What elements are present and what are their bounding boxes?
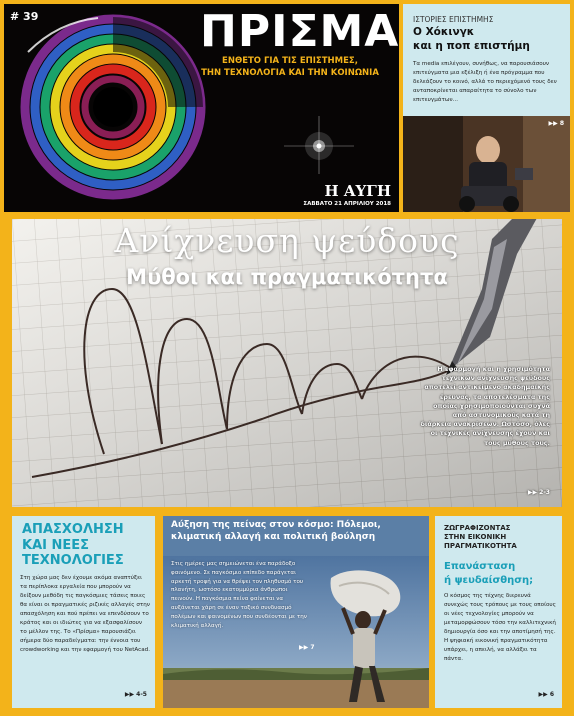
employment-page-ref[interactable]: ▶▶ 4-5 [124,691,147,698]
hunger-story[interactable] [163,516,429,708]
vr-title-line1: Επανάσταση [444,561,516,572]
employment-text: Στη χώρα μας δεν έχουμε ακόμα αναπτύξει τα περίπλοκα εργαλεία που μπορούν να δείξουν μεθόδη τις παγκόσμιες τάσεις ποιες θα είναι οι πραγματικές ριζικές αλλαγές στην απασχόληση και πού πρέπει να επενδύσουν το κράτος και οι ιδιώτες για να εξασφαλίσουν το μέλλον της. Το «Πρίσμα» παρουσιάζει σήμερα δύο παραδείγματα: την έννοια του crowdworking και την εφαρμογή του NetAcad. [20,575,150,653]
top-story[interactable] [403,4,570,212]
employment-title-line2: ΚΑΙ ΝΕΕΣ ΤΕΧΝΟΛΟΓΙΕΣ [22,538,124,568]
feature-story[interactable] [12,219,562,507]
top-story-text: Τα media επιλέγουν, συνήθως, να παρουσιάσουν επιτεύγματα μια εξέλιξη ή ένα πρόγραμμα που δελεάζουν το κοινό, αλλά το περιεχόμενό τους δεν ανταποκρίνεται απαραίτητα το σύνολο των επιτευγμάτων... [413,61,557,103]
hunger-text: Στις ημέρες μας σημειώνεται ένα παράδοξο φαινόμενο. Σε παγκόσμιο επίπεδο παράγεται αρκετή τροφή για να θρέψει τον πληθυσμό του πλανήτη, ωστόσο εκατομμύρια άνθρωποι πεινούν. Η παγκόσμια πείνα φαίνεται να αυξάνεται χάρη σε έναν τοξικό συνδυασμό πολέμων και φαινομένων που συνδέονται με την κλιματική αλλαγή. [171,561,307,629]
vr-category-line2: ΣΤΗΝ ΕΙΚΟΝΙΚΗ [444,533,507,541]
brand-title: ΠΡΙΣΜΑ [200,6,399,57]
feature-title: Ανίχνευση ψεύδους [114,221,460,260]
tagline-line1: ΕΝΘΕΤΟ ΓΙΑ ΤΙΣ ΕΠΙΣΤΗΜΕΣ, [222,56,358,66]
vr-title-line2: ή ψευδαίσθηση; [444,575,534,586]
star-glow-image [244,96,394,176]
vr-text: Ο κόσμος της τέχνης διερευνά συνεχώς τους τρόπους με τους οποίους οι νέες τεχνολογίες μπορούν να μεταμορφώσουν τόσο την καλλιτεχνική δημιουργία όσο και την αποτίμησή της. Η ψηφιακή εικονική πραγματικότητα υπάρχει, η απειλή, να αλλάξει τα πάντα. [444,593,556,662]
virtual-reality-story[interactable] [435,516,562,708]
top-story-page-ref[interactable]: ▶▶ 8 [548,120,564,127]
vr-category-line1: ΖΩΓΡΑΦΙΖΟΝΤΑΣ [444,524,511,532]
vr-category-line3: ΠΡΑΓΜΑΤΙΚΟΤΗΤΑ [444,542,517,550]
tagline-line2: ΤΗΝ ΤΕΧΝΟΛΟΓΙΑ ΚΑΙ ΤΗΝ ΚΟΙΝΩΝΙΑ [201,68,379,78]
feature-text: Η εφαρμογή και η χρησιμότητα τεχνικών ανίχνευσης ψεύδους αποτελεί αντικείμενο ακαδημαϊκής έρευνας, τα αποτελέσματα της οποίας χρησιμοποιούνται συχνά από αστυνομικούς κατά τη διάρκεια ανακρίσεων. Ωστόσο, όλες οι τεχνικές ανίχνευσης έχουν και τους μύθους τους. [420,365,550,447]
employment-story[interactable] [12,516,155,708]
issue-number: # 39 [10,10,39,23]
top-story-category: ΙΣΤΟΡΙΕΣ ΕΠΙΣΤΗΜΗΣ [413,15,494,24]
polygraph-chart-image [12,219,562,507]
feature-subtitle: Μύθοι και πραγματικότητα [126,265,448,289]
hawking-photo [403,116,570,212]
hunger-page-ref[interactable]: ▶▶ 7 [299,644,315,651]
hunger-title: Αύξηση της πείνας στον κόσμο: Πόλεμοι, κλιματική αλλαγή και πολιτική βούληση [171,520,381,542]
employment-title-line1: ΑΠΑΣΧΟΛΗΣΗ [22,522,124,537]
masthead [4,4,399,212]
top-story-title-line2: και η ποπ επιστήμη [413,40,530,52]
issue-date: ΣΑΒΒΑΤΟ 21 ΑΠΡΙΛΙΟΥ 2018 [303,201,391,207]
feature-page-ref[interactable]: ▶▶ 2-3 [527,489,550,496]
newspaper-name: Η ΑΥΓΗ [324,182,391,200]
spiral-rainbow-image [18,12,208,202]
top-story-title-line1: Ο Χόκινγκ [413,26,475,38]
vr-page-ref[interactable]: ▶▶ 6 [538,691,554,698]
